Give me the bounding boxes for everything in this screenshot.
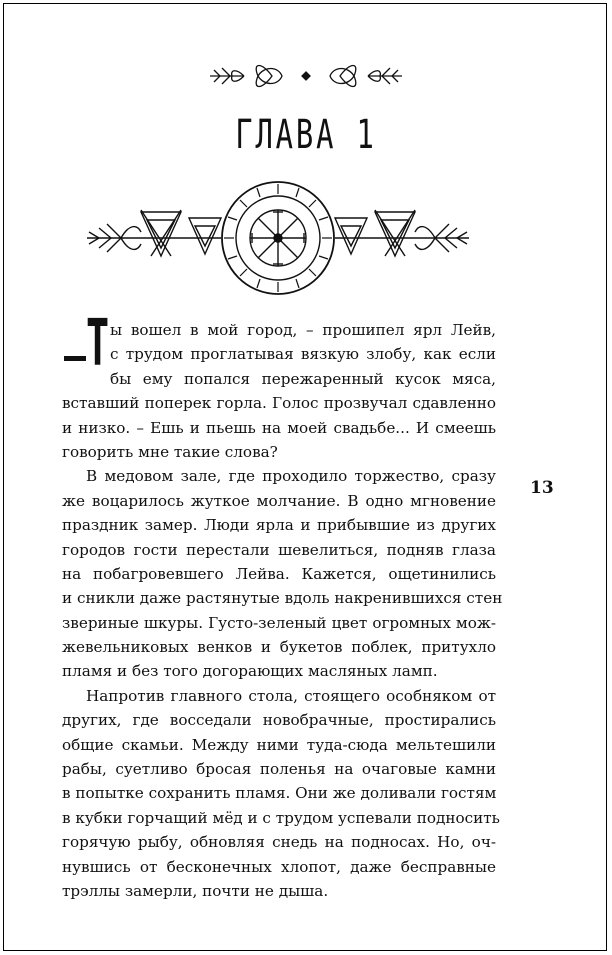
text-line: рабы, суетливо бросая поленья на очаговые камни — [62, 760, 496, 779]
text-line: говорить мне такие слова? — [62, 442, 278, 461]
paragraph-2 — [62, 464, 503, 684]
text-line: В медовом зале, где проходило торжество, сразу — [86, 467, 496, 486]
text-line: городов гости перестали шевелиться, подняв глаза — [62, 540, 496, 559]
chapter-title: ГЛАВА 1 — [235, 112, 377, 158]
text-line: в кубки горчащий мёд и с трудом успевали подносить — [62, 808, 500, 827]
drop-cap-letter: Т — [86, 307, 110, 381]
paragraph-3 — [62, 684, 500, 904]
text-line: трэллы замерли, почти не дыша. — [62, 881, 329, 900]
text-line: на побагровевшего Лейва. Кажется, ощетинились — [62, 564, 496, 583]
text-line: других, где восседали новобрачные, простирались — [62, 711, 496, 730]
text-line: звериные шкуры. Густо-зеленый цвет огромных мож- — [62, 613, 496, 632]
text-line: же воцарилось жуткое молчание. В одно мгновение — [62, 491, 496, 510]
text-line: бы ему попался пережаренный кусок мяса, — [110, 369, 496, 388]
text-line: пламя и без того догорающих масляных ламп. — [62, 662, 438, 681]
chapter-body — [62, 318, 503, 903]
text-line: в попытке сохранить пламя. Они же доливали гостям — [62, 784, 497, 803]
text-line: горячую рыбу, обновляя снедь на подносах. Но, оч- — [62, 833, 496, 852]
leaf-ornament-icon — [200, 56, 412, 96]
text-line: Напротив главного стола, стоящего особняком от — [86, 686, 496, 705]
vegvisir-rune-compass-icon — [78, 180, 478, 296]
text-line: и сникли даже растянутые вдоль накренившихся стен — [62, 589, 503, 608]
text-line: вставший поперек горла. Голос прозвучал сдавленно — [62, 394, 496, 413]
text-line: ы вошел в мой город, – прошипел ярл Лейв, — [110, 321, 496, 339]
text-line: праздник замер. Люди ярла и прибывшие из других — [62, 516, 496, 535]
text-line: нувшись от бесконечных хлопот, даже бесправные — [62, 857, 496, 876]
paragraph-1 — [62, 318, 496, 464]
text-line: жевельниковых венков и букетов поблек, притухло — [62, 638, 496, 657]
text-line: и низко. – Ешь и пьешь на моей свадьбе... И смеешь — [62, 418, 496, 437]
page-number: 13 — [530, 478, 554, 498]
text-line: общие скамьи. Между ними туда-сюда мельтешили — [62, 735, 496, 754]
text-line: с трудом проглатывая вязкую злобу, как если — [110, 345, 496, 364]
